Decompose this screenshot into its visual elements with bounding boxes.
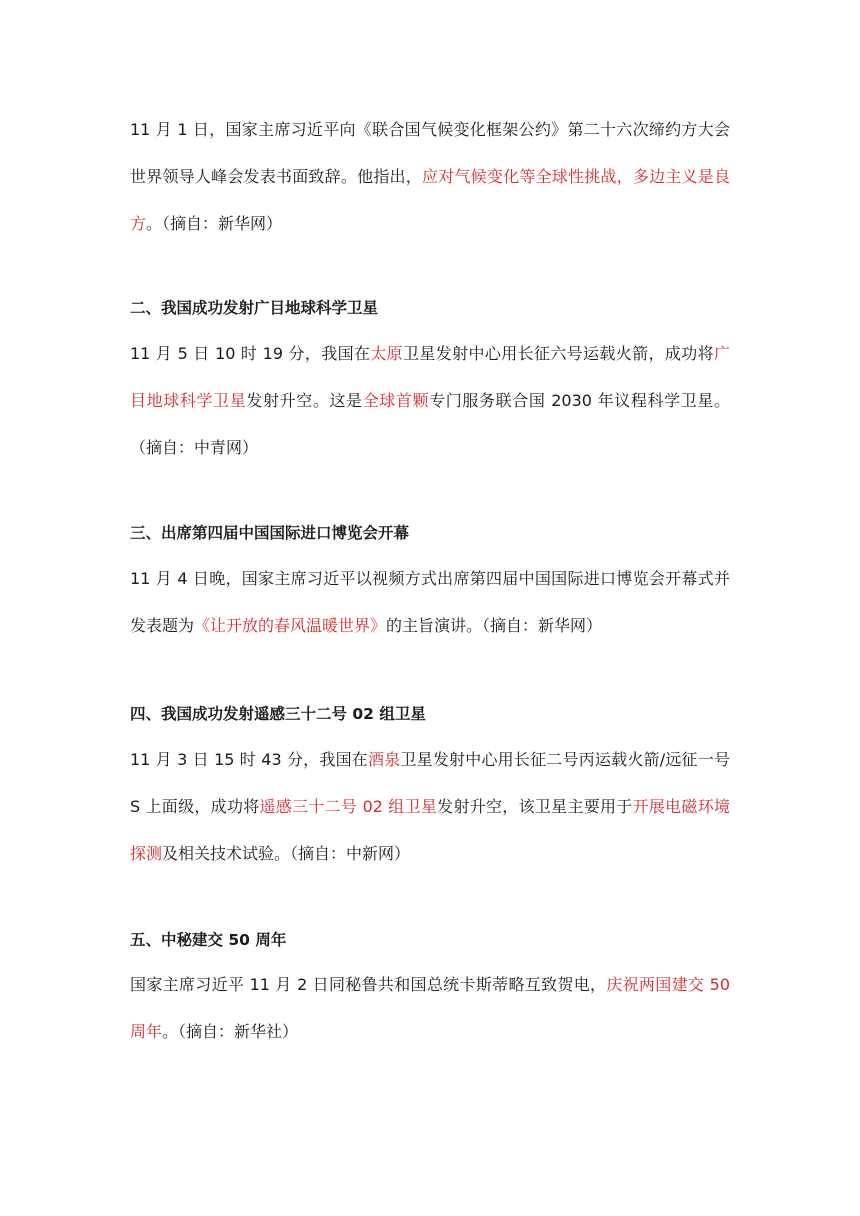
text-run: 11 月 5 日 10 时 19 分，我国在 <box>130 344 371 363</box>
text-run: 。（摘自：新华社） <box>162 1022 299 1041</box>
section-climate <box>130 106 730 247</box>
text-run: 11 月 4 日晚，国家主席习近平以视频方式出席第四届中国国际进口博览会开幕式并发表题为 <box>130 569 730 635</box>
section-china-peru <box>130 928 730 952</box>
section-heading: 五、中秘建交 50 周年 <box>130 931 287 949</box>
paragraph-guangmu <box>130 330 730 471</box>
highlight-text: 开展电磁环境探测 <box>130 797 730 863</box>
section-heading: 三、出席第四届中国国际进口博览会开幕 <box>130 524 410 542</box>
section-import-expo <box>130 521 730 545</box>
text-run: 11 月 3 日 15 时 43 分，我国在 <box>130 750 368 769</box>
highlight-text: 应对气候变化等全球性挑战，多边主义是良方 <box>130 167 730 233</box>
section-satellite-guangmu-body <box>130 330 730 471</box>
highlight-text: 《让开放的春风温暖世界》 <box>194 616 387 635</box>
section-import-expo-body <box>130 555 730 649</box>
section-heading: 二、我国成功发射广目地球科学卫星 <box>130 299 379 317</box>
paragraph-china-peru <box>130 961 730 1055</box>
highlight-text: 全球首颗 <box>362 391 430 410</box>
text-run: 专门服务联合国 2030 年议程科学卫星。（摘自：中青网） <box>130 391 730 457</box>
section-satellite-guangmu <box>130 296 730 320</box>
text-run: 的主旨演讲。（摘自：新华网） <box>386 616 603 635</box>
text-run: 卫星发射中心用长征二号丙运载火箭/远征一号 S 上面级，成功将 <box>130 750 730 816</box>
text-run: 11 月 1 日，国家主席习近平向《联合国气候变化框架公约》第二十六次缔约方大会世界领导人峰会发表书面致辞。他指出， <box>130 120 730 186</box>
highlight-text: 酒泉 <box>367 750 401 769</box>
section-satellite-yaogan <box>130 702 730 726</box>
highlight-text: 广目地球科学卫星 <box>130 344 730 410</box>
text-run: 及相关技术试验。（摘自：中新网） <box>162 844 411 863</box>
paragraph-yaogan <box>130 736 730 877</box>
paragraph-climate <box>130 106 730 247</box>
text-run: 卫星发射中心用长征六号运载火箭，成功将 <box>403 344 714 363</box>
section-satellite-yaogan-body <box>130 736 730 877</box>
highlight-text: 太原 <box>370 344 404 363</box>
text-run: 发射升空，该卫星主要用于 <box>437 797 633 816</box>
text-run: 发射升空。这是 <box>246 391 363 410</box>
paragraph-import-expo <box>130 555 730 649</box>
highlight-text: 遥感三十二号 02 组卫星 <box>259 797 438 816</box>
text-run: 国家主席习近平 11 月 2 日同秘鲁共和国总统卡斯蒂略互致贺电， <box>130 975 607 994</box>
section-china-peru-body <box>130 961 730 1055</box>
highlight-text: 庆祝两国建交 50 周年 <box>130 975 730 1041</box>
text-run: 。（摘自：新华网） <box>146 214 283 233</box>
section-heading: 四、我国成功发射遥感三十二号 02 组卫星 <box>130 705 426 723</box>
